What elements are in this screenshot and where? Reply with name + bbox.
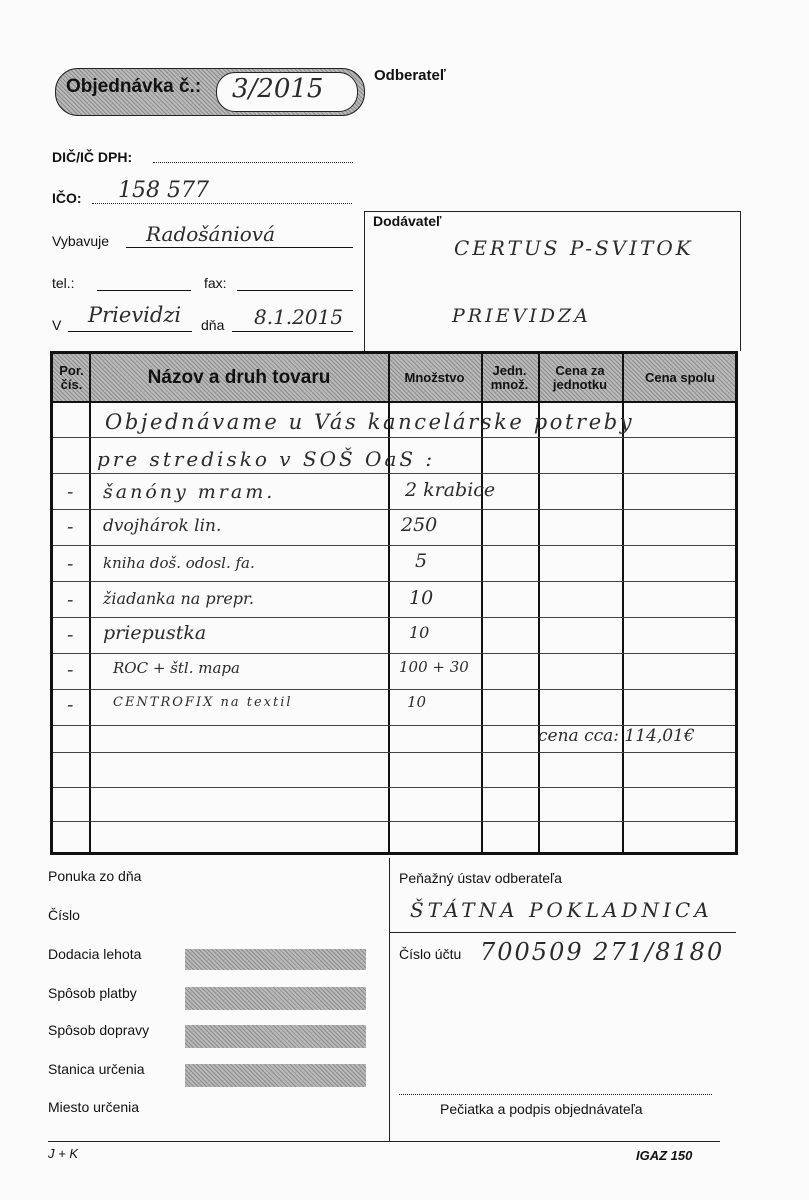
intro-line-1: Objednávame u Vás kancelárske potreby <box>105 410 635 434</box>
item-name: žiadanka na prepr. <box>103 589 254 608</box>
payment-field[interactable] <box>185 987 366 1010</box>
date-field[interactable] <box>232 331 353 332</box>
station-field[interactable] <box>185 1064 366 1087</box>
total-note: cena cca: 114,01€ <box>538 726 695 746</box>
account-value: 700509 271/8180 <box>480 938 725 966</box>
col-header-unit-price: Cena za jednotku <box>552 362 608 392</box>
table-header <box>53 354 735 403</box>
item-marker: - <box>67 624 74 646</box>
item-marker: - <box>67 553 74 575</box>
item-marker: - <box>67 589 74 611</box>
row-divider <box>53 821 735 822</box>
item-marker: - <box>67 659 74 681</box>
account-label: Číslo účtu <box>399 946 462 962</box>
tel-field[interactable] <box>97 290 191 291</box>
number-label: Číslo <box>48 907 80 923</box>
ico-value: 158 577 <box>118 178 209 203</box>
item-name: šanóny mram. <box>103 481 276 503</box>
order-label: Objednávka č.: <box>66 76 202 97</box>
signature-line[interactable] <box>399 1094 712 1095</box>
transport-field[interactable] <box>185 1025 366 1048</box>
row-divider <box>53 437 735 438</box>
row-divider <box>53 689 735 690</box>
place-prefix: V <box>52 317 62 333</box>
item-name: ROC + štl. mapa <box>113 659 240 677</box>
intro-line-2: pre stredisko v SOŠ OaS : <box>97 447 436 471</box>
offer-label: Ponuka zo dňa <box>48 868 142 884</box>
col-header-name: Názov a druh tovaru <box>147 366 331 388</box>
order-number-value: 3/2015 <box>232 74 324 104</box>
item-marker: - <box>67 516 74 538</box>
supplier-city: PRIEVIDZA <box>452 305 591 327</box>
item-qty: 5 <box>415 550 428 572</box>
transport-label: Spôsob dopravy <box>48 1022 150 1038</box>
page-footer-left: J + K <box>48 1146 78 1161</box>
supplier-box <box>364 211 741 351</box>
dic-field[interactable] <box>153 162 353 163</box>
dic-label: DIČ/IČ DPH: <box>52 149 133 165</box>
footer-divider <box>389 858 390 1141</box>
item-name: priepustka <box>103 622 207 644</box>
row-divider <box>53 545 735 546</box>
item-qty: 10 <box>409 587 434 609</box>
supplier-name: CERTUS P-SVITOK <box>454 236 694 260</box>
fax-label: fax: <box>204 275 227 291</box>
tel-label: tel.: <box>52 275 75 291</box>
bank-line <box>390 932 736 933</box>
row-divider <box>53 617 735 618</box>
col-header-unit: Jedn. množ. <box>490 362 529 392</box>
page-footer-rule <box>48 1141 720 1142</box>
date-value: 8.1.2015 <box>254 305 344 329</box>
row-divider <box>53 787 735 788</box>
bank-value: ŠTÁTNA POKLADNICA <box>410 898 713 922</box>
payment-label: Spôsob platby <box>48 985 137 1001</box>
bank-label: Peňažný ústav odberateľa <box>399 870 562 886</box>
row-divider <box>53 509 735 510</box>
item-marker: - <box>67 481 74 503</box>
place-field[interactable] <box>68 331 192 332</box>
delivery-term-label: Dodacia lehota <box>48 946 142 962</box>
stamp-label: Pečiatka a podpis objednávateľa <box>440 1101 643 1117</box>
date-label: dňa <box>201 317 225 333</box>
item-qty: 10 <box>409 623 430 642</box>
row-divider <box>53 653 735 654</box>
handled-by-label: Vybavuje <box>52 233 110 249</box>
row-divider <box>53 752 735 753</box>
station-label: Stanica určenia <box>48 1061 145 1077</box>
handled-by-field[interactable] <box>126 247 353 248</box>
row-divider <box>53 581 735 582</box>
item-qty: 250 <box>401 514 438 536</box>
col-header-no: Por. čís. <box>59 362 84 392</box>
handled-by-value: Radošániová <box>146 222 276 246</box>
item-name: CENTROFIX na textil <box>113 695 293 710</box>
items-table <box>50 351 738 855</box>
item-name: kniha doš. odosl. fa. <box>103 554 255 572</box>
item-marker: - <box>67 694 74 716</box>
destination-label: Miesto určenia <box>48 1099 140 1115</box>
row-divider <box>53 473 735 474</box>
ico-field[interactable] <box>92 203 352 204</box>
place-value: Prievidzi <box>88 303 182 327</box>
item-qty: 10 <box>407 693 427 711</box>
buyer-label: Odberateľ <box>374 67 446 84</box>
fax-field[interactable] <box>237 290 353 291</box>
page-footer-right: IGAZ 150 <box>636 1148 693 1163</box>
col-header-total: Cena spolu <box>644 369 716 385</box>
item-qty: 2 krabice <box>405 479 496 501</box>
item-qty: 100 + 30 <box>399 658 469 676</box>
col-header-qty: Množstvo <box>404 369 465 385</box>
delivery-term-field[interactable] <box>185 949 366 970</box>
column-divider <box>89 354 91 852</box>
supplier-label: Dodávateľ <box>373 213 442 229</box>
item-name: dvojhárok lin. <box>103 516 222 536</box>
ico-label: IČO: <box>52 190 82 206</box>
